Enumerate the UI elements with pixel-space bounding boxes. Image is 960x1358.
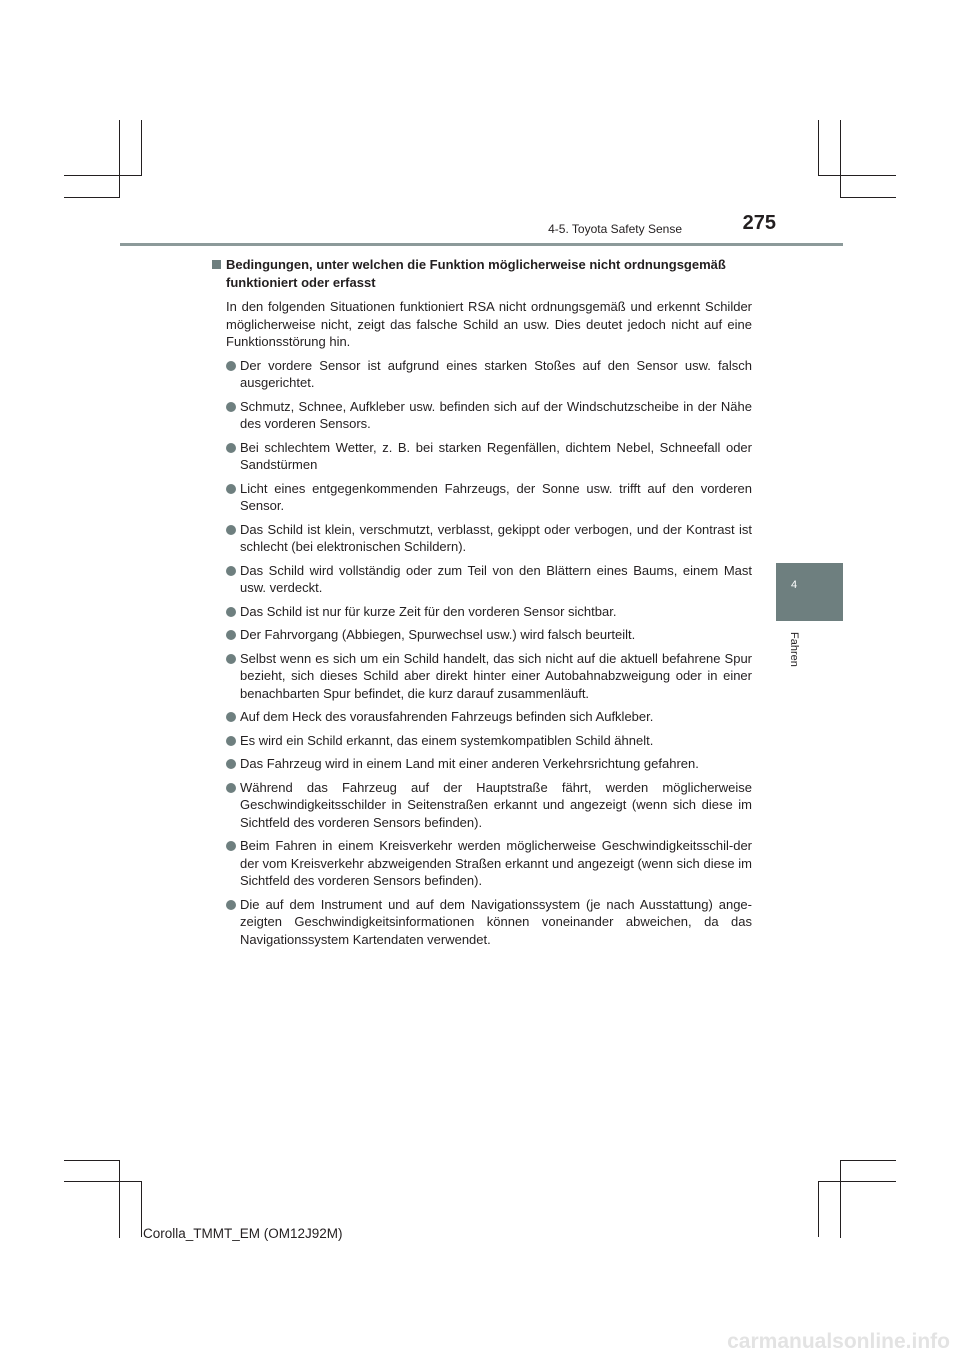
list-item xyxy=(212,755,752,773)
list-item xyxy=(212,398,752,433)
crop-mark xyxy=(840,1160,896,1161)
square-bullet-icon xyxy=(212,260,221,269)
section-heading xyxy=(212,256,752,291)
list-item-text: Selbst wenn es sich um ein Schild handelt, das sich nicht auf die aktuell befahrene Spur bezieht, sich dieses Schild aber direkt hinter einer Autobahnabzweigung oder in einer benachbarten Spur befindet, die kurz darauf zusammenläuft. xyxy=(240,650,752,701)
list-item xyxy=(212,562,752,597)
list-item xyxy=(212,896,752,949)
section-header: 4-5. Toyota Safety Sense xyxy=(548,222,682,236)
list-item-text: Das Fahrzeug wird in einem Land mit einer anderen Verkehrsrichtung gefahren. xyxy=(240,756,699,771)
circle-bullet-icon xyxy=(226,607,236,617)
crop-mark xyxy=(840,120,841,198)
list-item-text: Schmutz, Schnee, Aufkleber usw. befinden sich auf der Windschutzscheibe in der Nähe des vorderen Sensors. xyxy=(240,398,752,431)
circle-bullet-icon xyxy=(226,654,236,664)
circle-bullet-icon xyxy=(226,630,236,640)
circle-bullet-icon xyxy=(226,484,236,494)
crop-mark xyxy=(64,197,120,198)
intro-paragraph: In den folgenden Situationen funktioniert RSA nicht ordnungsgemäß und erkennt Schilder möglicherweise nicht, zeigt das falsche Schild an usw. Dies deutet jedoch nicht auf eine Funktionsstörung hin. xyxy=(226,299,752,349)
chapter-title-container xyxy=(788,632,802,692)
crop-mark xyxy=(818,1181,896,1182)
crop-mark xyxy=(141,1181,142,1237)
page-number: 275 xyxy=(742,212,776,234)
section-heading-text: Bedingungen, unter welchen die Funktion möglicherweise nicht ordnungsgemäß funktioniert oder erfasst xyxy=(226,257,726,290)
list-item xyxy=(212,603,752,621)
crop-mark xyxy=(840,1160,841,1238)
list-item-text: Die auf dem Instrument und auf dem Navigationssystem (je nach Ausstattung) ange-zeigten Geschwindigkeitsinformationen können voneinander abweichen, da das Navigationssystem Kartendaten verwendet. xyxy=(240,896,752,947)
watermark: carmanualsonline.info xyxy=(727,1330,950,1353)
circle-bullet-icon xyxy=(226,402,236,412)
list-item-text: Das Schild ist klein, verschmutzt, verblasst, gekippt oder verbogen, und der Kontrast ist schlecht (bei elektronischen Schildern). xyxy=(240,521,752,554)
list-item-text: Licht eines entgegenkommenden Fahrzeugs, der Sonne usw. trifft auf den vorderen Sensor. xyxy=(240,480,752,513)
list-item-text: Auf dem Heck des vorausfahrenden Fahrzeugs befinden sich Aufkleber. xyxy=(240,709,654,724)
circle-bullet-icon xyxy=(226,361,236,371)
crop-mark xyxy=(818,120,819,176)
bullet-list xyxy=(212,357,752,949)
list-item-text: Beim Fahren in einem Kreisverkehr werden möglicherweise Geschwindigkeitsschil-der der vom Kreisverkehr abzweigenden Straßen erkannt und angezeigt (wenn sich diese im Sichtfeld des vorderen Sensors befinden). xyxy=(240,838,752,888)
list-item xyxy=(212,650,752,703)
circle-bullet-icon xyxy=(226,736,236,746)
list-item xyxy=(212,480,752,515)
chapter-title: Fahren xyxy=(788,632,800,667)
circle-bullet-icon xyxy=(226,525,236,535)
list-item-text: Während das Fahrzeug auf der Hauptstraße fährt, werden möglicherweise Geschwindigkeitsschilder in Seitenstraßen erkannt und angezeigt (wenn sich diese im Sichtfeld des vorderen Sensors befinden). xyxy=(240,779,752,830)
crop-mark xyxy=(64,1181,142,1182)
list-item xyxy=(212,357,752,392)
crop-mark xyxy=(141,120,142,176)
crop-mark xyxy=(119,1160,120,1238)
crop-mark xyxy=(64,1160,120,1161)
list-item xyxy=(212,732,752,750)
list-item-text: Der Fahrvorgang (Abbiegen, Spurwechsel usw.) wird falsch beurteilt. xyxy=(240,627,636,642)
list-item xyxy=(212,439,752,474)
crop-mark xyxy=(818,1181,819,1237)
list-item xyxy=(212,837,752,890)
circle-bullet-icon xyxy=(226,783,236,793)
crop-mark xyxy=(64,175,142,176)
list-item-text: Der vordere Sensor ist aufgrund eines starken Stoßes auf den Sensor usw. falsch ausgerichtet. xyxy=(240,357,752,390)
circle-bullet-icon xyxy=(226,443,236,453)
list-item xyxy=(212,626,752,644)
chapter-number: 4 xyxy=(790,579,798,591)
list-item-text: Bei schlechtem Wetter, z. B. bei starken Regenfällen, dichtem Nebel, Schneefall oder Sandstürmen xyxy=(240,439,752,472)
document-id: Corolla_TMMT_EM (OM12J92M) xyxy=(143,1226,343,1241)
main-content xyxy=(212,256,752,954)
list-item xyxy=(212,708,752,726)
circle-bullet-icon xyxy=(226,712,236,722)
list-item xyxy=(212,521,752,556)
header-rule xyxy=(120,243,843,246)
circle-bullet-icon xyxy=(226,900,236,910)
chapter-tab xyxy=(776,563,843,621)
list-item-text: Es wird ein Schild erkannt, das einem systemkompatiblen Schild ähnelt. xyxy=(240,732,654,748)
circle-bullet-icon xyxy=(226,841,236,851)
list-item xyxy=(212,779,752,832)
circle-bullet-icon xyxy=(226,566,236,576)
crop-mark xyxy=(840,197,896,198)
circle-bullet-icon xyxy=(226,759,236,769)
list-item-text: Das Schild wird vollständig oder zum Teil von den Blättern eines Baums, einem Mast usw. verdeckt. xyxy=(240,562,752,595)
crop-mark xyxy=(818,175,896,176)
list-item-text: Das Schild ist nur für kurze Zeit für den vorderen Sensor sichtbar. xyxy=(240,603,617,619)
crop-mark xyxy=(119,120,120,198)
